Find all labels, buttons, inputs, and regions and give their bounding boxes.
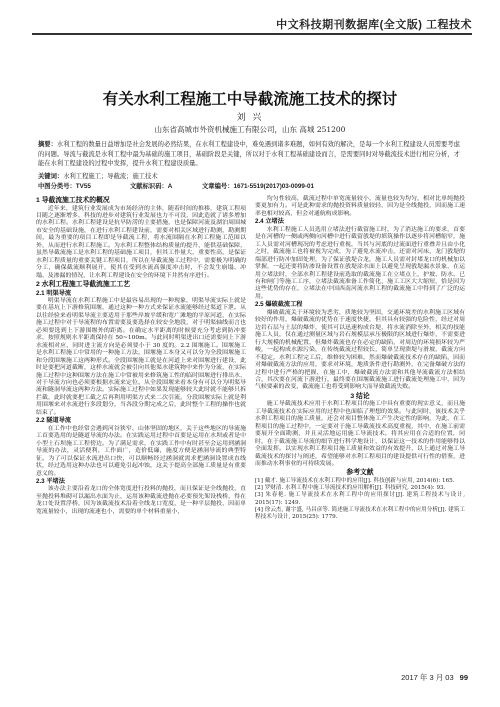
section-heading: 参考文献 — [346, 469, 374, 477]
document-code: 文献标识码：A — [130, 183, 173, 190]
body-paragraph: 明渠导流在水利工程施工中是最容易出现的一种现象，明渠导流实际上就是要在基坑上下游修筑围堰，通过这种一种方式来保证水流能够经过渠道下泄。从以往经验来看明渠导流主要适用于那些岸坡平缓和宽广滩地的平原河道，在实际施工过程中对于导流程的布置需要及要选择在较安全地段，对于明渠轴线而言也必须要选到上下游围堰外的距离。在确定水平距离的时候要充分考虑到防冲要求，按照规则水平距离保持在 50~100m。与此同时明渠进出口还需要同上下游水流相对应，同时进主流方向是必须要小于 30 度的。2.2 围堰施工。围堰施工是水利工程施工中常用的一种施工方法，围堰施工本身又可以分为全段围堰施工和分段围堰施工这两种形式。全段围堰施工就是在河道上来对围堰进行建设，此时是要把河道截断，这样水流就会被引向其他渠水建筑物中来作为分流，在实际施工过程中这种围堰方法在施工中常被用来修筑施工性的临时围堰进行排出水，对于导流方向也必须要根据水流来定位。从全段围堰来看本身有可以分为明渠导流和隧洞导流这两种方法。实际施工过程中如果发现能够较大此时就不能够只拆拦截，此时就要把工截之后再利用明渠方式来二次引流。分段围堰实际上就是利用围堰来对水流进行多段划分，当各段分期完成之后，此时整个工程的操作也就结束了。 — [36, 298, 246, 416]
body-paragraph: 该办法主要沿着龙口的全体宽度进行投料的抛投，而且保证是全线抛投，直至抛投料堆砌可以漏出水面为止，运用该种截流进抛在必要预先架设栈桥，得在龙口处设置浮桥，因为该截流技术沿着全线龙口宽度，是一种平层抛投，因而单宽流量较小，出现的流速也小，需要的单个材料重量小， — [36, 486, 246, 515]
subsection-heading: 2.3 平堵法 — [36, 477, 65, 485]
keywords — [38, 172, 464, 182]
page-footer — [401, 672, 468, 683]
body-paragraph: 在工作中也经常会遇到河谷狭窄、山体坚固的地区，关于这些地区的导流施工首要选用的是隧道导流的办法。在实践运用过程中首要是运用在水坝或者是中小型土石坝施工工程傍边。为了满足需求，在实践工作中有时甚至会运用到涵洞导流的办法，灵活便利，工作面广，造价低廉，施度方便是涵洞导流的典型特征。为了可以保证水流进出口快，可以顺畅经过涵洞就需求把涵洞设置成直线状，经过选用这种办法也可以避免引起冲蚀，这关于提高全部施工质量是有重要意义的。 — [36, 425, 246, 477]
reference-item: [2] 罗财清. 水利工程中施工导流技术的应用解析[J]. 科技研究, 2015(4): 93. — [255, 485, 446, 492]
subsection-heading: 2.5 爆破截流工程 — [255, 301, 303, 309]
left-column — [36, 196, 246, 516]
reference-item: [4] 徐云杰, 谢宇盛, 马昌彦等. 简述施工导流技术在水利工程中的应用分析[J]. 建筑工程技术与设计, 2015(25): 1779. — [255, 506, 465, 520]
clc-number: 中图分类号：TV55 — [38, 183, 91, 190]
right-column — [255, 196, 465, 521]
issue-date: 2017 年 3 月 03 — [401, 673, 454, 682]
body-paragraph: 爆破截流关于环境较为恶劣，质地较为坚固，交通环境差的水利施工区域有较好的作用，爆破截流的优势在于速度快捷，但其具有较强的危险性，经过对周边岩石层与土层的爆炸，使其可以迅速构成台堤，将水流消除至外，相关的技能施工人员，仅在通过测量区域与岩石规模层承压极限的区域进行爆炸，不需要进行大规模的机械配置，但爆炸截流也存在必定的缺陷，对周边的环境损坏较为严峻，一起构成水源污染，在传统截流过程较长，简单呈现溃堤与滑坡，截流方向不稳定，水利工程完工后，维修较为困难，然而爆破截流技术存在的缺陷，因而对爆破截流方法的应用，要求对环境，地质条件进行勘测外，在完备爆破方法的过程中进行严格的把握，在施工中，爆破截流方法需和其他导流截流方法相结合，其次要在河流下游进行，最终要在围堰截流施工进行截流处理施工中，因为气候要素的改变，截流施工也将受到影响大而导致截流失败。 — [255, 309, 465, 391]
subsection-heading: 2.4 立堵法 — [255, 218, 284, 226]
article-number: 文章编号：1671-5519(2017)03-0099-01 — [202, 183, 315, 190]
body-paragraph: 近年来，建筑行业发展成为市场经济的主体，随着时间的推移，建筑工程项目随之逐渐增多，科技的进步对建筑行业发展也力不可没，因此造就了诸多增加的水利工程。水利工程建设是抗旱防涝的主要措施，也是保障河流及湖泊周围城市安全的基础设施，在进行水利工程建设前，需要对相关区域进行勘测，勘测期间，最为重要的项目工程即是导截流工程，将水流围隔在水利工程施工范围以外，从而进行水利工程施工。为水利工程整体结构质量的提升，能供基础保障，虽然导截流施工是水利工程的基础施工项目，但其工作量大，重要性高，是保证水利工程质量的重要关键工程项目，所以在导截流施工过程中，需要极为明确的分工，确保截流顺利展开，使其在受到水流高强度冲击时，不会发生崩塌、冲塌、及渗漏的情况，让水利工程建设在安全的环境下井然有序进行。 — [36, 205, 246, 279]
article-affiliation: 山东省高城市外资机械施工有限公司，山东 高城 251200 — [154, 125, 346, 134]
article-meta — [38, 182, 464, 192]
keywords-label: 关键词： — [38, 173, 64, 180]
body-paragraph: 均匀性较高，截流过程中单宽流量较小，流量也较为均匀，相对比单纯抛投要更加有力。可是此种需求的抛投资料质量较轻，因为是全线抛投，因而施工速率也相对较高，但会对通航构成影响。 — [255, 196, 465, 217]
page-number: 99 — [459, 673, 468, 682]
abstract — [38, 140, 464, 169]
subsection-heading: 2.2 隧道导流 — [36, 417, 72, 425]
section-heading: 3 结论 — [350, 392, 370, 400]
header-rule — [32, 33, 472, 35]
abstract-text: 水利工程的数量日益增加是社会发展的必然结果，在水利工程建设中，难免遇到诸多难题，如何有效的解决，是每一个水利工程建设人员需要考虑的问题。导流与截流是水利工程中最为基础的施工项目，基础阶段是关键，所以对于水利工程基础建设而言，是需要同时对导截流技术进行相应分析，才能在水利工程建设的过程中发挥，提升水利工程建设质量。 — [38, 141, 460, 168]
reference-item: [1] 戴才. 施工导流技术在水利工程中的应用[J]. 科技创新与应用, 2014(6): 165. — [255, 477, 455, 484]
section-heading: 1 导截流施工技术的概况 — [36, 197, 110, 204]
journal-header: 中文科技期刊数据库(全文版) 工程技术 — [276, 19, 472, 31]
body-paragraph: 施工导截流技术应用于水利工程项目的施工中具有重要的现实意义，而且施工导截流技术在实际应用的过程中也面临了理想的效果。与此同时，该技术关乎水利工程项目的施工质量，还会对项目整体施工产生决定性的影响，为此，在工程项目的施工过程中，一定要对于施工导截流技术高度重视，其中，在施工前需要展开全面勘测，并且灵活地运用施工导流技术，将其应用在合适的位置，同时，在于截流施工导流的细节进行科学地设计，以保证这一技术的作用能够得以全面发挥。以实现水利工程项目施工质量和效益的有效提升，以上通过对施工导截流技术的探讨与阐述，希望能够对水利工程项目的建设提供可行性的借鉴，进而推动水利事业的可持续发展。 — [255, 401, 465, 467]
reference-item: [3] 朱春艳. 施工导流技术在水利工程中的应用探讨[J]. 建筑工程技术与设计, 2015(17): 1249. — [255, 492, 465, 506]
subsection-heading: 2.1 明渠导流 — [36, 289, 72, 297]
abstract-label: 摘要： — [38, 141, 57, 148]
article-title: 有关水利工程施工中导截流施工技术的探讨 — [102, 91, 398, 108]
body-paragraph: 水利工程施工人员选用立堵法进行截留施工时，为了消达施工的要求，首要是在河槽的一侧或两侧向河槽中进行截留戗堤的填筑操作以逐步将河槽缩窄，施工人员需对河槽现况的考虑进行重视，当其与河底的过流面进行重叠并且由小化之时，截流施工也将被视为完成，为了避免水流冲击，还需对河床，龙门戗堤的端部进行防冲加固处理，为了保证戗堤合龙，施工人员需对封堵龙口的机械加以掌握，一起还要将防渗设备设置在戗堤涂水面上以避免呈现戗堤漏水景象，在运用立堵法时，全部水利工程建设前选取的截流施工在立堵点上，护坡、防水、已有和闸门等施工工序，立堵法截流准备工作简化，施工工区大大缩短，恰是因为这些优势的存在，立堵法在中国西南河流水利工程的截流施工中得到了广泛的运用。 — [255, 226, 465, 300]
article-author: 刘 兴 — [236, 113, 264, 123]
section-heading: 2 水利工程施工导截流施工工艺 — [36, 281, 131, 289]
keywords-text: 水利工程施工；导截流；施工技术 — [63, 173, 158, 180]
